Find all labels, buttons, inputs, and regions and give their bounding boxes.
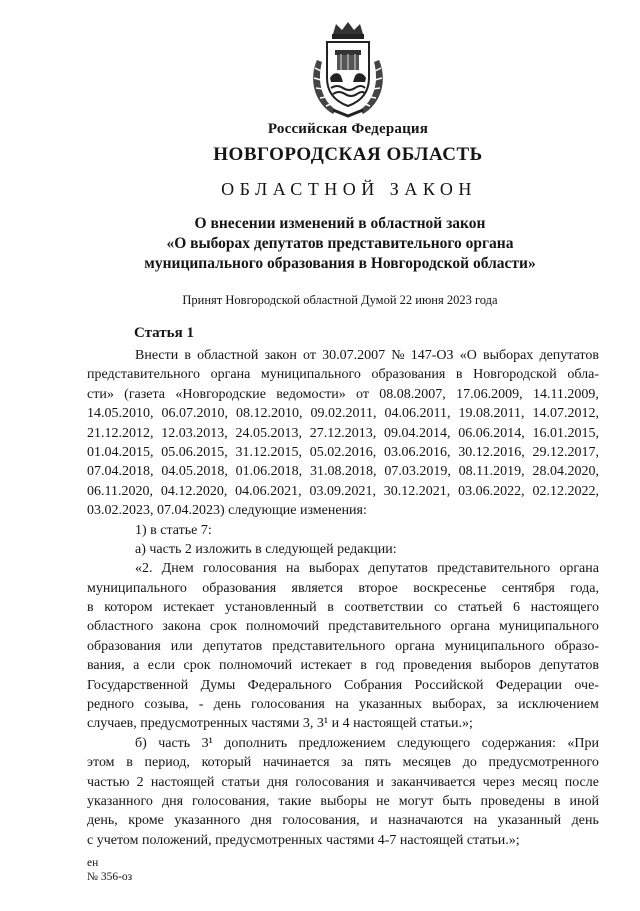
law-type: ОБЛАСТНОЙ ЗАКОН bbox=[221, 179, 477, 199]
body-line: частью 2 настоящей статьи дня голосования и заканчивается через месяц после bbox=[87, 774, 599, 790]
body-line: сти» (газета «Новгородские ведомости» от 08.08.2007, 17.06.2009, 14.11.2009, bbox=[87, 386, 599, 402]
body-line: случаев, предусмотренных частями 3, 3¹ и 4 настоящей статьи.»; bbox=[87, 716, 473, 732]
initials: ен bbox=[87, 857, 99, 869]
body-line: вания, а если срок полномочий истекает в год проведения выборов депутатов bbox=[87, 658, 599, 674]
body-line: с учетом положений, предусмотренных частями 4-7 настоящей статьи.»; bbox=[87, 832, 520, 848]
body-line: 14.05.2010, 06.07.2010, 08.12.2010, 09.02.2011, 04.06.2011, 19.08.2011, 14.07.2012, bbox=[87, 406, 599, 422]
body-line: б) часть 3¹ дополнить предложением следующего содержания: «При bbox=[135, 735, 599, 751]
country-name: Российская Федерация bbox=[267, 121, 429, 137]
body-line: Внести в областной закон от 30.07.2007 № 147-ОЗ «О выборах депутатов bbox=[135, 348, 599, 363]
body-line: 01.04.2015, 05.06.2015, 31.12.2015, 05.02.2016, 03.06.2016, 30.12.2016, 29.12.2017, bbox=[87, 444, 599, 460]
body-line: Государственной Думы Федерального Собрания Российской Федерации оче- bbox=[87, 677, 599, 693]
body-line: муниципального образования является второе воскресенье сентября года, bbox=[87, 580, 599, 596]
body-line: в котором истекает установленный в соответствии со статьей 6 настоящего bbox=[87, 600, 599, 616]
coat-of-arms-icon bbox=[303, 20, 393, 120]
law-title-line: муниципального образования в Новгородской области» bbox=[144, 255, 536, 272]
document-footer bbox=[87, 856, 132, 884]
document-number: № 356-оз bbox=[87, 871, 133, 883]
body-line: представительного органа муниципального образования в Новгородской обла- bbox=[87, 367, 599, 383]
body-line: этом в период, который начинается за пять месяцев до предусмотренного bbox=[87, 755, 599, 771]
law-title-line: О внесении изменений в областной закон bbox=[194, 215, 486, 232]
law-title bbox=[120, 214, 560, 274]
body-line: 21.12.2012, 12.03.2013, 24.05.2013, 27.12.2013, 09.04.2014, 06.06.2014, 16.01.2015, bbox=[87, 425, 599, 441]
body-line: образования или депутатов представительного органа муниципального образо- bbox=[87, 638, 599, 654]
body-line: областного закона срок полномочий представительного органа муниципального bbox=[87, 619, 599, 635]
law-title-line: «О выборах депутатов представительного органа bbox=[166, 235, 514, 252]
article-body bbox=[87, 346, 599, 850]
body-line: редного созыва, - день голосования на указанных выборах, за исключением bbox=[87, 697, 599, 713]
adoption-note: Принят Новгородской областной Думой 22 июня 2023 года bbox=[182, 293, 498, 307]
body-line: 06.11.2020, 04.12.2020, 04.06.2021, 03.09.2021, 30.12.2021, 03.06.2022, 02.12.2022, bbox=[87, 483, 599, 499]
body-line: 07.04.2018, 04.05.2018, 01.06.2018, 31.08.2018, 07.03.2019, 08.11.2019, 28.04.2020, bbox=[87, 464, 599, 480]
body-line: 03.02.2023, 07.04.2023) следующие изменения: bbox=[87, 503, 367, 519]
body-line: «2. Днем голосования на выборах депутатов представительного органа bbox=[135, 561, 599, 577]
article-heading: Статья 1 bbox=[134, 325, 194, 341]
body-line: день, кроме указанного дня голосования, и назначаются на указанный день bbox=[87, 813, 599, 829]
body-line: а) часть 2 изложить в следующей редакции: bbox=[135, 541, 397, 557]
body-line: 1) в статье 7: bbox=[135, 522, 212, 538]
body-line: указанного дня голосования, такие выборы не могут быть проведены в иной bbox=[87, 793, 599, 809]
region-name: НОВГОРОДСКАЯ ОБЛАСТЬ bbox=[213, 144, 483, 165]
